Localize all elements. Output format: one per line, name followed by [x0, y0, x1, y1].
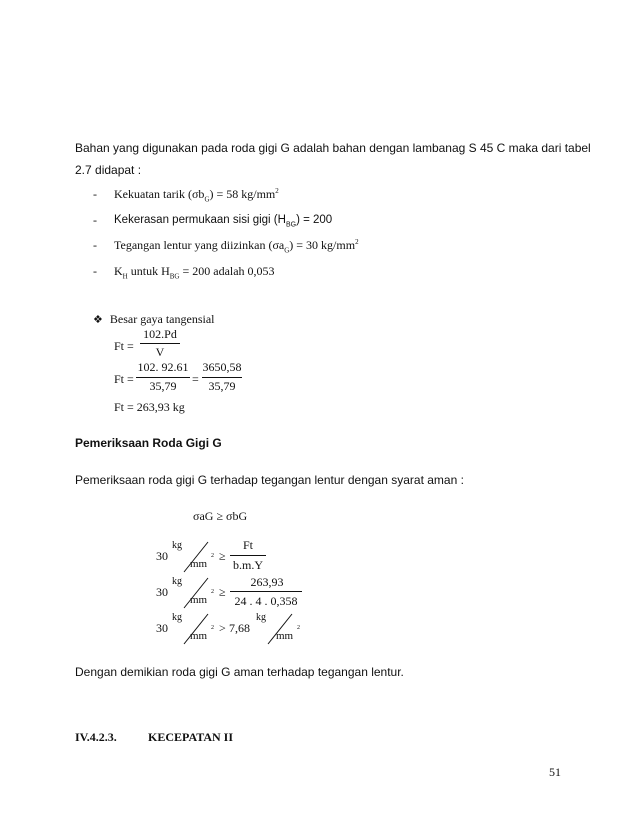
fraction-bar: [230, 591, 302, 592]
item-superscript: 2: [355, 238, 359, 246]
item-subscript: BG: [285, 221, 297, 229]
section-number: IV.4.2.3.: [75, 730, 117, 744]
unit-square: 2: [211, 589, 214, 595]
list-dash: -: [93, 213, 97, 227]
unit-square: 2: [297, 625, 300, 631]
safety-condition: σaG ≥ σbG: [193, 509, 248, 523]
page-number: 51: [549, 765, 561, 779]
fraction-bar: [202, 377, 242, 378]
formula-1-denominator: V: [155, 345, 165, 359]
item-subscript: H: [122, 272, 128, 281]
formula-3-denominator: 35,79: [208, 379, 236, 393]
item-text-end: ) = 58 kg/mm: [209, 187, 276, 201]
item-text-end: ) = 200: [296, 214, 333, 226]
tangential-title: Besar gaya tangensial: [109, 312, 215, 326]
item-text: Tegangan lentur yang diizinkan (σa: [114, 238, 285, 252]
value-30: 30: [156, 621, 168, 635]
conclusion: Dengan demikian roda gigi G aman terhadap tegangan lentur.: [75, 665, 404, 679]
item-subscript: G: [204, 195, 210, 204]
section-heading: Pemeriksaan Roda Gigi G: [75, 436, 222, 450]
greater-than-sign: >: [219, 621, 226, 635]
formula-2-numerator: 102. 92.61: [137, 360, 189, 374]
unit-mm: mm: [276, 630, 294, 642]
ft-label: Ft =: [114, 339, 134, 353]
unit-mm: mm: [190, 630, 208, 642]
unit-mm: mm: [190, 558, 208, 570]
value-30: 30: [156, 585, 168, 599]
unit-kg: kg: [172, 612, 182, 623]
formula-2-denominator: 35,79: [149, 379, 177, 393]
list-dash: -: [93, 238, 97, 252]
item-text: K: [114, 264, 123, 278]
row-2-numerator: 263,93: [250, 575, 284, 589]
ft-result: Ft = 263,93 kg: [114, 400, 185, 414]
formula-3-numerator: 3650,58: [202, 360, 242, 374]
unit-kg: kg: [256, 612, 266, 623]
item-text: Kekerasan permukaan sisi gigi (H: [114, 214, 286, 226]
fraction-bar: [140, 343, 180, 344]
item-text-mid: untuk H: [127, 264, 170, 278]
row-3-value: 7,68: [229, 621, 250, 635]
ft-label: Ft =: [114, 372, 134, 386]
value-30: 30: [156, 549, 168, 563]
greater-equal-sign: ≥: [219, 585, 226, 599]
fraction-bar: [136, 377, 190, 378]
row-2-denominator: 24 . 4 . 0,358: [234, 594, 298, 608]
unit-kg: kg: [172, 576, 182, 587]
list-item: [93, 263, 275, 281]
unit-square: 2: [211, 553, 214, 559]
list-dash: -: [93, 187, 97, 201]
item-text: Kekuatan tarik (σb: [114, 187, 205, 201]
item-text-end: ) = 30 kg/mm: [289, 238, 356, 252]
item-text-end: = 200 adalah 0,053: [179, 264, 275, 278]
item-subscript-2: BG: [169, 272, 180, 281]
greater-equal-sign: ≥: [219, 549, 226, 563]
check-intro: Pemeriksaan roda gigi G terhadap tegangan lentur dengan syarat aman :: [75, 473, 464, 487]
tangential-heading: [93, 311, 215, 328]
intro-line-2: 2.7 didapat :: [75, 163, 142, 177]
row-1-numerator: Ft: [242, 538, 253, 552]
diamond-bullet-icon: ❖: [93, 313, 103, 326]
fraction-bar: [230, 555, 266, 556]
formula-1-numerator: 102.Pd: [143, 327, 177, 341]
section-title: KECEPATAN II: [148, 730, 234, 744]
list-item: [93, 212, 333, 229]
row-1-denominator: b.m.Y: [233, 558, 263, 572]
item-subscript: G: [284, 246, 290, 255]
unit-kg: kg: [172, 540, 182, 551]
intro-line-1: Bahan yang digunakan pada roda gigi G adalah bahan dengan lambanag S 45 C maka dari tabel: [75, 141, 591, 155]
unit-mm: mm: [190, 594, 208, 606]
equals-sign: =: [192, 372, 199, 386]
item-superscript: 2: [275, 187, 279, 195]
unit-square: 2: [211, 625, 214, 631]
list-dash: -: [93, 264, 97, 278]
